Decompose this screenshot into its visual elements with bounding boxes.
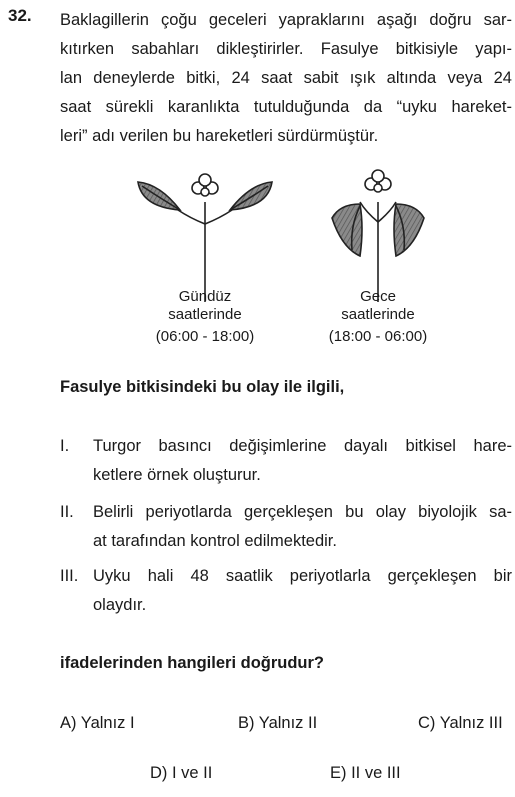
night-caption — [308, 288, 448, 346]
plant-figure — [130, 162, 450, 362]
statement-line: Turgor basıncı değişimlerine dayalı bitkisel hare- — [93, 437, 512, 455]
question-paragraph — [60, 6, 512, 151]
night-caption-line: (18:00 - 06:00) — [328, 328, 428, 345]
paragraph-line: kıtırken sabahları dikleştirirler. Fasulye bitkisiyle yapı- — [60, 40, 512, 58]
day-caption — [135, 288, 275, 346]
night-caption-line: Gece — [360, 288, 396, 305]
option-a[interactable]: A) Yalnız I — [60, 714, 135, 732]
question-prompt: ifadelerinden hangileri doğrudur? — [60, 654, 325, 672]
statement-numeral: I. — [60, 437, 70, 455]
statement-line: Belirli periyotlarda gerçekleşen bu olay biyolojik sa- — [93, 503, 512, 521]
night-plant-icon — [332, 170, 424, 302]
paragraph-line: Baklagillerin çoğu geceleri yapraklarını aşağı doğru sar- — [60, 11, 512, 29]
paragraph-line: leri” adı verilen bu hareketleri sürdürmüştür. — [60, 127, 379, 145]
option-d[interactable]: D) I ve II — [150, 764, 213, 782]
statement-line: Uyku hali 48 saatlik periyotlarla gerçekleşen bir — [93, 567, 512, 585]
night-caption-line: saatlerinde — [341, 306, 415, 323]
statement-line: olaydır. — [93, 596, 147, 614]
statement-numeral: II. — [60, 503, 74, 521]
day-caption-line: saatlerinde — [168, 306, 242, 323]
day-caption-line: (06:00 - 18:00) — [155, 328, 255, 345]
question-number: 32. — [8, 6, 32, 25]
option-e[interactable]: E) II ve III — [330, 764, 401, 782]
day-caption-line: Gündüz — [178, 288, 232, 305]
option-c[interactable]: C) Yalnız III — [418, 714, 503, 732]
paragraph-line: lan deneylerde bitki, 24 saat sabit ışık altında veya 24 — [60, 69, 512, 87]
statement-line: at tarafından kontrol edilmektedir. — [93, 532, 337, 550]
paragraph-line: saat sürekli karanlıkta tutulduğunda da “uyku hareket- — [60, 98, 512, 116]
option-b[interactable]: B) Yalnız II — [238, 714, 318, 732]
statement-numeral: III. — [60, 567, 79, 585]
statement-line: ketlere örnek oluşturur. — [93, 466, 261, 484]
plant-illustration — [130, 162, 450, 302]
question-lead: Fasulye bitkisindeki bu olay ile ilgili, — [60, 378, 345, 396]
day-plant-icon — [138, 174, 272, 302]
